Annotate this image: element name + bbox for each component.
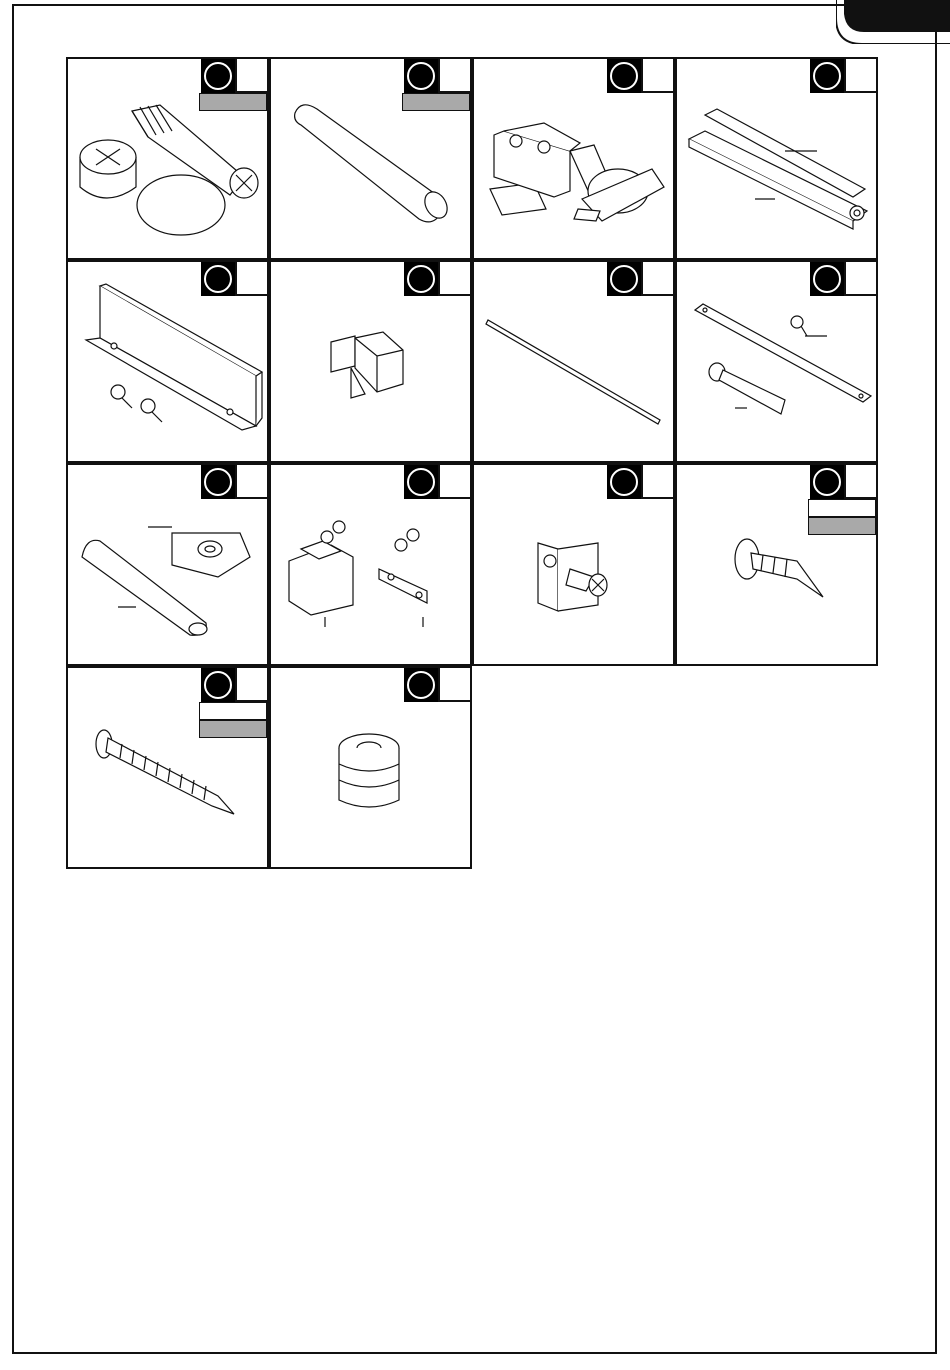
part-cell-drawer-runner [675,57,878,260]
part-number-badge [404,465,470,501]
part-number [204,468,232,496]
part-number-badge [810,465,876,501]
part-number [610,265,638,293]
parts-grid [66,57,880,871]
part-number-badge [404,59,470,95]
part-cell-threaded-insert [269,666,472,869]
part-number-badge [607,59,673,95]
quantity-box-upper [199,702,267,720]
part-cell-angle-bracket [66,260,269,463]
part-number [813,265,841,293]
quantity-box [808,517,876,535]
part-number [407,671,435,699]
part-number [204,62,232,90]
part-number [813,468,841,496]
part-number [204,671,232,699]
part-number [610,468,638,496]
part-cell-shelf-support [269,260,472,463]
part-number-badge [607,262,673,298]
part-number-badge [201,59,267,95]
part-number-badge [607,465,673,501]
part-number [407,468,435,496]
part-cell-metal-rod [472,260,675,463]
part-cell-dowel [269,57,472,260]
part-number-badge [201,262,267,298]
quantity-box-upper [808,499,876,517]
part-number-badge [810,262,876,298]
part-number [407,62,435,90]
part-number-badge [404,262,470,298]
part-number-badge [810,59,876,95]
quantity-box [199,93,267,111]
part-cell-long-screw [66,666,269,869]
part-cell-tapered-leg [66,463,269,666]
quantity-box [199,720,267,738]
part-number [813,62,841,90]
part-cell-flat-bracket [675,260,878,463]
corner-tab [836,0,950,44]
part-number-badge [201,668,267,704]
quantity-box [402,93,470,111]
part-cell-corner-clip [472,463,675,666]
part-number-badge [201,465,267,501]
part-number [407,265,435,293]
part-cell-cam-lock [66,57,269,260]
part-number [610,62,638,90]
part-cell-short-screw [675,463,878,666]
part-cell-magnetic-catch [269,463,472,666]
part-number-badge [404,668,470,704]
part-number [204,265,232,293]
part-cell-hinge [472,57,675,260]
